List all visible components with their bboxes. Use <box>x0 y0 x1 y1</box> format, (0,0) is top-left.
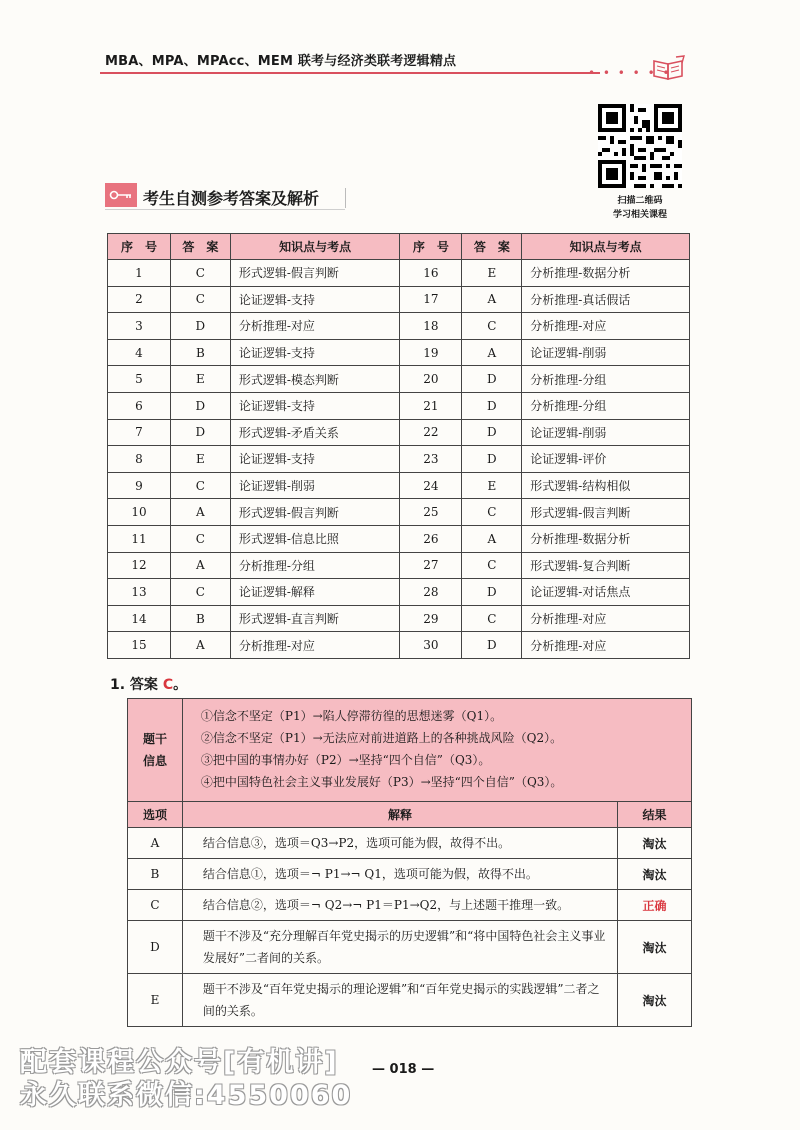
number-cell: 28 <box>400 579 462 606</box>
info-label-line1: 题干 <box>142 732 167 746</box>
knowledge-point-cell: 论证逻辑-支持 <box>230 286 400 313</box>
number-cell: 5 <box>108 366 171 393</box>
explanation-table-body <box>128 828 692 1027</box>
answer-cell: E <box>462 472 522 499</box>
table-row <box>108 579 690 606</box>
header-divider <box>100 72 600 74</box>
knowledge-point-cell: 论证逻辑-支持 <box>230 339 400 366</box>
column-header: 解释 <box>182 802 617 828</box>
knowledge-point-cell: 分析推理-对应 <box>230 632 400 659</box>
knowledge-point-cell: 形式逻辑-复合判断 <box>522 552 690 579</box>
table-row <box>108 552 690 579</box>
section-underline <box>105 209 345 210</box>
answer-cell: D <box>462 579 522 606</box>
number-cell: 4 <box>108 339 171 366</box>
table-row <box>108 260 690 287</box>
knowledge-point-cell: 形式逻辑-直言判断 <box>230 605 400 632</box>
info-line: ①信念不坚定（P1）→陷人停滞彷徨的思想迷雾（Q1）。 <box>200 709 503 723</box>
answer-cell: C <box>170 260 230 287</box>
answer-table-body <box>108 260 690 659</box>
answer-cell: A <box>462 339 522 366</box>
option-letter: B <box>128 859 183 890</box>
key-icon <box>109 189 133 201</box>
option-result: 淘汰 <box>618 859 692 890</box>
knowledge-point-cell: 形式逻辑-假言判断 <box>230 260 400 287</box>
question-1-prefix: 1. 答案 <box>110 677 163 693</box>
answer-cell: B <box>170 339 230 366</box>
number-cell: 17 <box>400 286 462 313</box>
number-cell: 13 <box>108 579 171 606</box>
option-row <box>128 859 692 890</box>
knowledge-point-cell: 分析推理-分组 <box>522 366 690 393</box>
knowledge-point-cell: 形式逻辑-矛盾关系 <box>230 419 400 446</box>
option-result: 淘汰 <box>618 974 692 1027</box>
table-row <box>108 392 690 419</box>
number-cell: 11 <box>108 525 171 552</box>
knowledge-point-cell: 形式逻辑-假言判断 <box>522 499 690 526</box>
column-header: 知识点与考点 <box>522 234 690 260</box>
number-cell: 9 <box>108 472 171 499</box>
table-row <box>108 499 690 526</box>
table-row <box>108 339 690 366</box>
knowledge-point-cell: 分析推理-数据分析 <box>522 260 690 287</box>
knowledge-point-cell: 分析推理-对应 <box>522 632 690 659</box>
option-result: 正确 <box>618 890 692 921</box>
column-header: 序 号 <box>108 234 171 260</box>
table-row <box>108 525 690 552</box>
answer-cell: C <box>462 499 522 526</box>
option-row <box>128 828 692 859</box>
qr-code[interactable] <box>598 104 682 188</box>
option-letter: A <box>128 828 183 859</box>
answer-cell: C <box>170 286 230 313</box>
number-cell: 19 <box>400 339 462 366</box>
answer-cell: D <box>462 446 522 473</box>
info-line: ④把中国特色社会主义事业发展好（P3）→坚持“四个自信”（Q3）。 <box>200 775 563 789</box>
option-explanation: 题干不涉及“充分理解百年党史揭示的历史逻辑”和“将中国特色社会主义事业发展好”二者间的关系。 <box>182 921 617 974</box>
option-letter: E <box>128 974 183 1027</box>
table-row <box>108 419 690 446</box>
info-row <box>128 699 692 802</box>
qr-caption <box>590 194 690 222</box>
column-header: 答 案 <box>462 234 522 260</box>
answer-cell: C <box>462 605 522 632</box>
knowledge-point-cell: 论证逻辑-支持 <box>230 392 400 419</box>
column-header: 选项 <box>128 802 183 828</box>
info-label-line2: 信息 <box>142 754 167 768</box>
knowledge-point-cell: 分析推理-分组 <box>522 392 690 419</box>
knowledge-point-cell: 形式逻辑-假言判断 <box>230 499 400 526</box>
number-cell: 24 <box>400 472 462 499</box>
knowledge-point-cell: 论证逻辑-削弱 <box>522 339 690 366</box>
qr-caption-line2: 学习相关课程 <box>612 210 667 220</box>
info-lines <box>182 699 691 802</box>
header-dots: • • • • • • <box>588 66 672 80</box>
knowledge-point-cell: 分析推理-数据分析 <box>522 525 690 552</box>
question-1-answer-line <box>110 674 187 694</box>
answer-cell: D <box>170 313 230 340</box>
column-header: 序 号 <box>400 234 462 260</box>
section-bar <box>345 188 346 208</box>
number-cell: 3 <box>108 313 171 340</box>
info-line: ②信念不坚定（P1）→无法应对前进道路上的各种挑战风险（Q2）。 <box>200 731 563 745</box>
answer-cell: E <box>462 260 522 287</box>
number-cell: 29 <box>400 605 462 632</box>
answer-cell: C <box>170 579 230 606</box>
answer-cell: B <box>170 605 230 632</box>
number-cell: 8 <box>108 446 171 473</box>
number-cell: 23 <box>400 446 462 473</box>
answer-cell: A <box>462 286 522 313</box>
explanation-table <box>127 698 692 1027</box>
number-cell: 12 <box>108 552 171 579</box>
knowledge-point-cell: 分析推理-对应 <box>522 605 690 632</box>
knowledge-point-cell: 论证逻辑-对话焦点 <box>522 579 690 606</box>
answer-cell: C <box>462 313 522 340</box>
knowledge-point-cell: 分析推理-对应 <box>522 313 690 340</box>
option-row <box>128 921 692 974</box>
column-header: 答 案 <box>170 234 230 260</box>
number-cell: 6 <box>108 392 171 419</box>
info-line: ③把中国的事情办好（P2）→坚持“四个自信”（Q3）。 <box>200 753 491 767</box>
knowledge-point-cell: 分析推理-真话假话 <box>522 286 690 313</box>
option-explanation: 结合信息①，选项＝¬ P1→¬ Q1，选项可能为假，故得不出。 <box>182 859 617 890</box>
knowledge-point-cell: 形式逻辑-模态判断 <box>230 366 400 393</box>
book-pen-icon <box>652 55 686 81</box>
answer-cell: E <box>170 366 230 393</box>
option-explanation: 结合信息②，选项＝¬ Q2→¬ P1＝P1→Q2，与上述题干推理一致。 <box>182 890 617 921</box>
table-row <box>108 366 690 393</box>
answer-cell: C <box>170 525 230 552</box>
watermark-line2: 永久联系微信:4550060 <box>20 1080 353 1111</box>
section-title: 考生自测参考答案及解析 <box>143 189 320 208</box>
number-cell: 16 <box>400 260 462 287</box>
watermark-line1: 配套课程公众号[有机讲] <box>20 1047 339 1078</box>
knowledge-point-cell: 形式逻辑-信息比照 <box>230 525 400 552</box>
page-number: — 018 — <box>372 1062 435 1077</box>
knowledge-point-cell: 分析推理-对应 <box>230 313 400 340</box>
section-tag <box>105 183 137 207</box>
answer-cell: A <box>462 525 522 552</box>
number-cell: 27 <box>400 552 462 579</box>
header-title: MBA、MPA、MPAcc、MEM 联考与经济类联考逻辑精点 <box>105 54 457 69</box>
answer-table-header-row <box>108 234 690 260</box>
table-row <box>108 472 690 499</box>
column-header: 知识点与考点 <box>230 234 400 260</box>
answer-cell: D <box>462 366 522 393</box>
option-letter: C <box>128 890 183 921</box>
number-cell: 10 <box>108 499 171 526</box>
question-1-answer: C <box>162 677 174 693</box>
answer-cell: C <box>462 552 522 579</box>
answer-cell: A <box>170 552 230 579</box>
number-cell: 7 <box>108 419 171 446</box>
explanation-header-row <box>128 802 692 828</box>
number-cell: 26 <box>400 525 462 552</box>
table-row <box>108 286 690 313</box>
question-1-suffix: 。 <box>173 677 188 693</box>
answer-cell: E <box>170 446 230 473</box>
answer-table <box>107 233 690 659</box>
knowledge-point-cell: 论证逻辑-削弱 <box>522 419 690 446</box>
answer-cell: A <box>170 632 230 659</box>
answer-cell: D <box>462 632 522 659</box>
table-row <box>108 605 690 632</box>
info-label <box>128 699 183 802</box>
table-row <box>108 313 690 340</box>
number-cell: 15 <box>108 632 171 659</box>
knowledge-point-cell: 论证逻辑-削弱 <box>230 472 400 499</box>
option-result: 淘汰 <box>618 921 692 974</box>
option-row <box>128 890 692 921</box>
option-explanation: 结合信息③，选项＝Q3→P2，选项可能为假，故得不出。 <box>182 828 617 859</box>
qr-caption-line1: 扫描二维码 <box>617 196 663 206</box>
number-cell: 14 <box>108 605 171 632</box>
number-cell: 21 <box>400 392 462 419</box>
option-row <box>128 974 692 1027</box>
number-cell: 18 <box>400 313 462 340</box>
column-header: 结果 <box>618 802 692 828</box>
option-result: 淘汰 <box>618 828 692 859</box>
answer-cell: D <box>462 392 522 419</box>
answer-cell: D <box>170 419 230 446</box>
number-cell: 30 <box>400 632 462 659</box>
knowledge-point-cell: 论证逻辑-评价 <box>522 446 690 473</box>
knowledge-point-cell: 论证逻辑-解释 <box>230 579 400 606</box>
number-cell: 1 <box>108 260 171 287</box>
knowledge-point-cell: 分析推理-分组 <box>230 552 400 579</box>
knowledge-point-cell: 论证逻辑-支持 <box>230 446 400 473</box>
number-cell: 25 <box>400 499 462 526</box>
number-cell: 20 <box>400 366 462 393</box>
answer-cell: D <box>462 419 522 446</box>
number-cell: 2 <box>108 286 171 313</box>
table-row <box>108 446 690 473</box>
option-explanation: 题干不涉及“百年党史揭示的理论逻辑”和“百年党史揭示的实践逻辑”二者之间的关系。 <box>182 974 617 1027</box>
option-letter: D <box>128 921 183 974</box>
answer-cell: D <box>170 392 230 419</box>
table-row <box>108 632 690 659</box>
answer-cell: C <box>170 472 230 499</box>
knowledge-point-cell: 形式逻辑-结构相似 <box>522 472 690 499</box>
number-cell: 22 <box>400 419 462 446</box>
answer-cell: A <box>170 499 230 526</box>
